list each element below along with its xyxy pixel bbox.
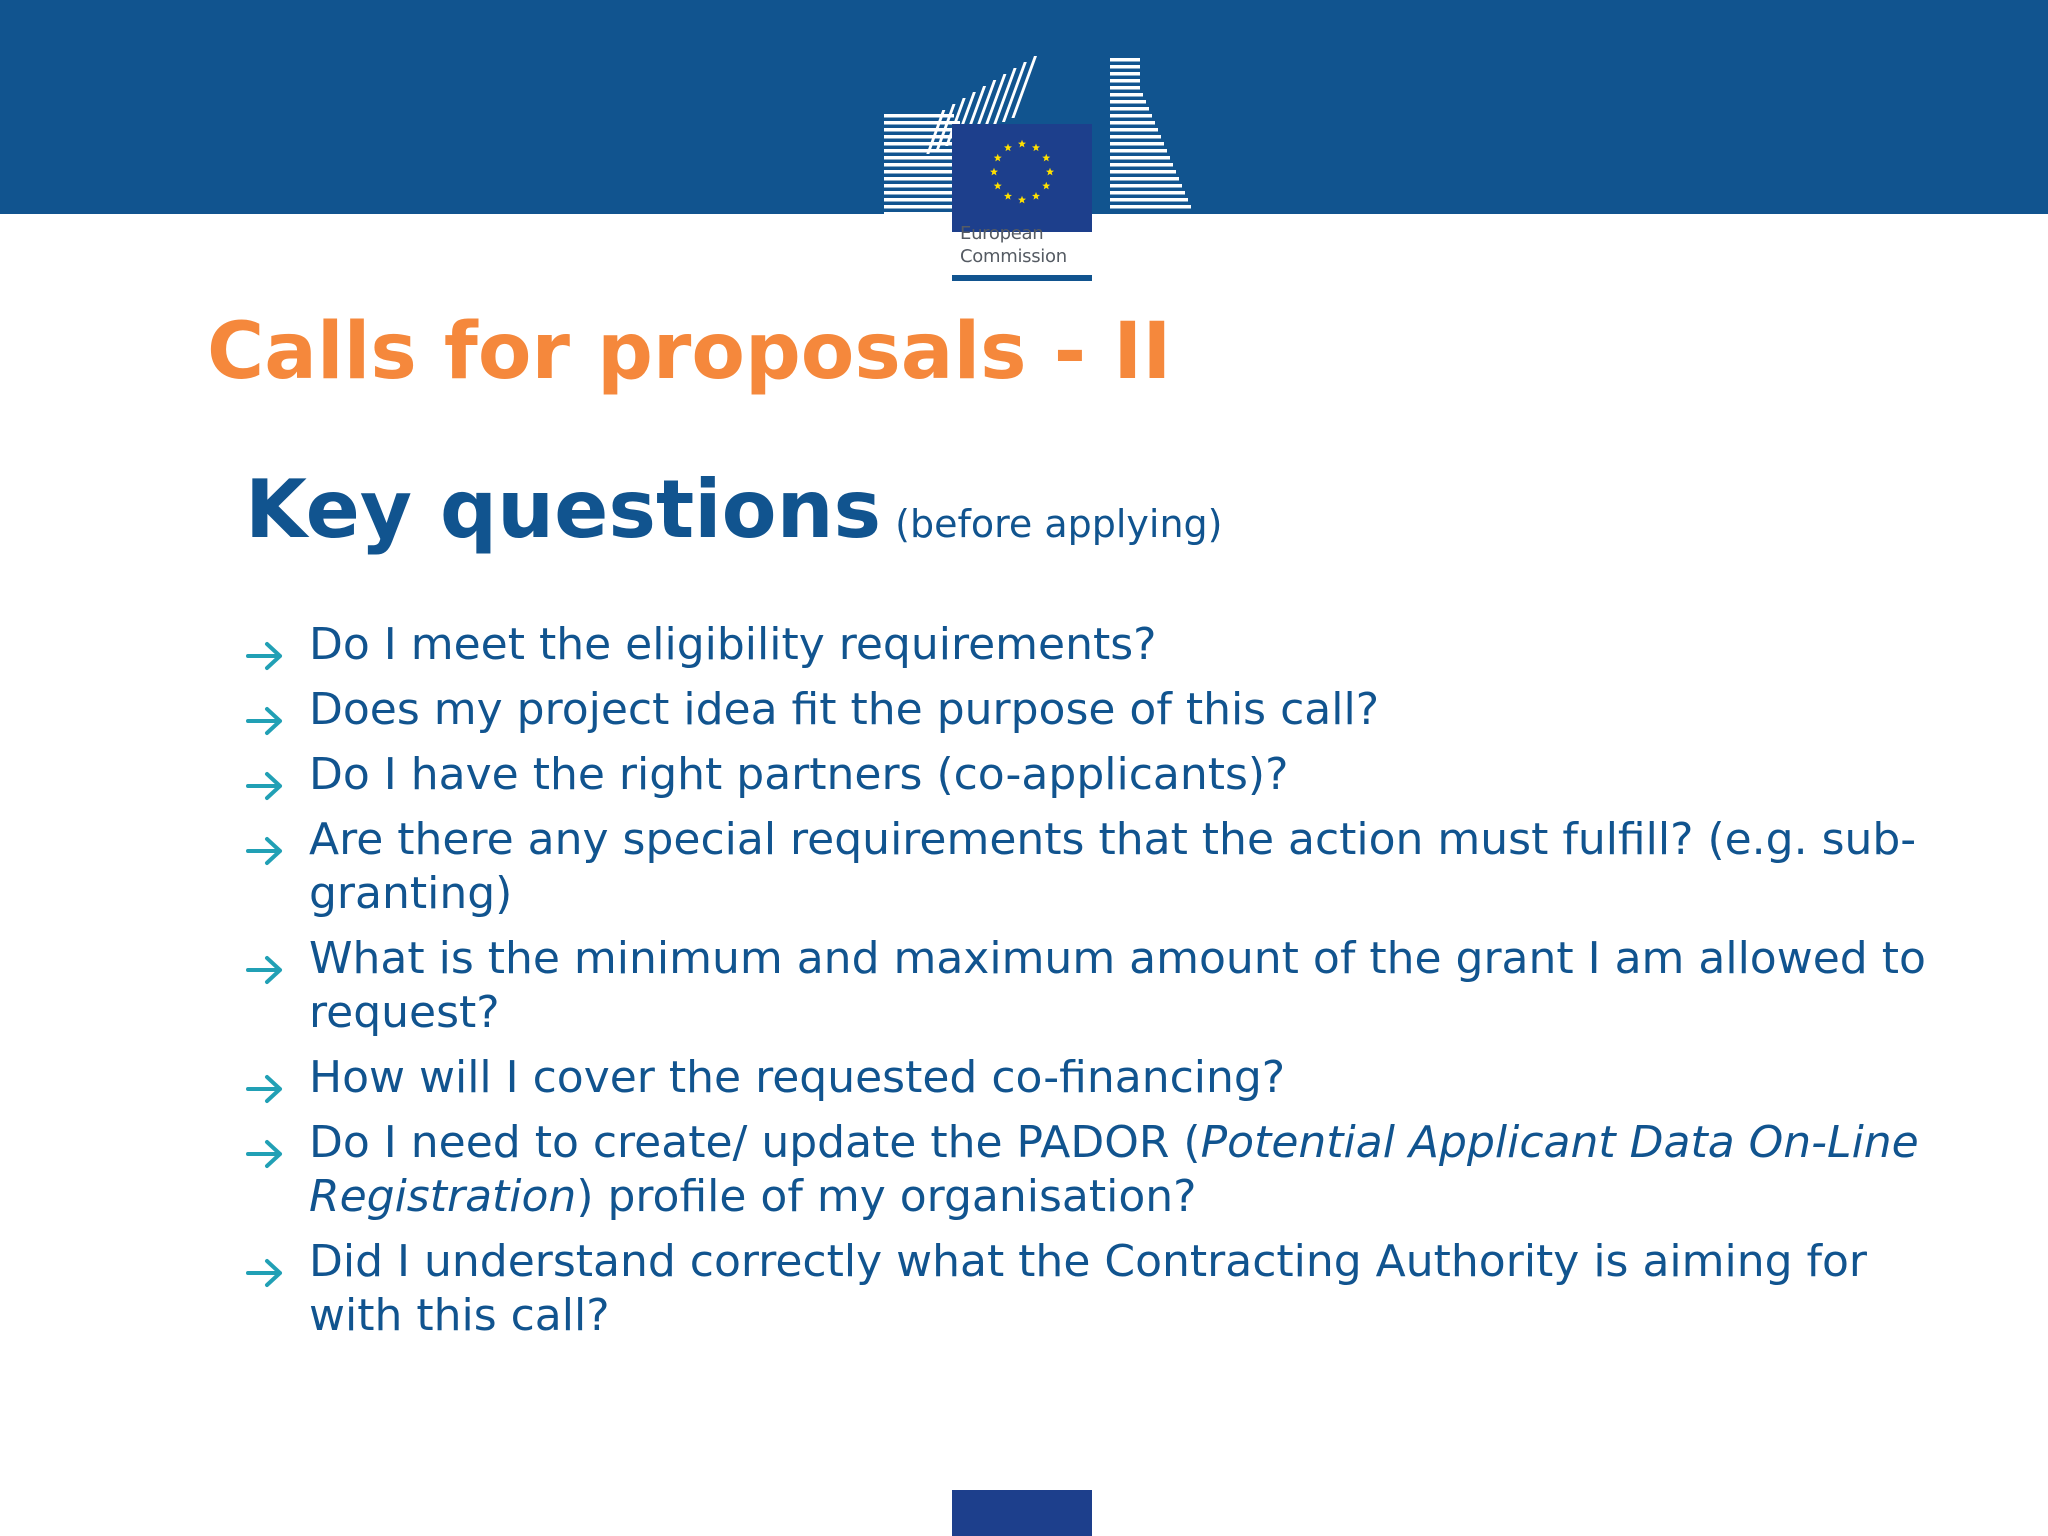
logo-line-1: European: [960, 223, 1044, 244]
list-item-text: What is the minimum and maximum amount of the grant I am allowed to request?: [309, 933, 1926, 1038]
arrow-right-icon: [245, 1247, 285, 1277]
section-heading-main: Key questions: [245, 463, 882, 556]
list-item-text: Are there any special requirements that the action must fulfill? (e.g. sub-granting): [309, 814, 1917, 919]
list-item: [245, 683, 1965, 737]
question-list: [245, 618, 1965, 1354]
list-item-text: [309, 1117, 1919, 1222]
list-item-text: Do I have the right partners (co-applicants)?: [309, 749, 1289, 800]
list-item-text-before: Do I need to create/ update the PADOR (: [309, 1117, 1201, 1168]
list-item-text: Does my project idea fit the purpose of this call?: [309, 684, 1380, 735]
slide-title: Calls for proposals - II: [207, 307, 1172, 397]
arrow-right-icon: [245, 944, 285, 974]
section-heading-note: (before applying): [895, 502, 1223, 546]
arrow-right-icon: [245, 630, 285, 660]
logo-underline: [952, 275, 1092, 281]
list-item: [245, 618, 1965, 672]
arrow-right-icon: [245, 695, 285, 725]
list-item: [245, 1116, 1965, 1224]
list-item-text: Do I meet the eligibility requirements?: [309, 619, 1157, 670]
list-item: [245, 1051, 1965, 1105]
arrow-right-icon: [245, 825, 285, 855]
list-item: [245, 1235, 1965, 1343]
arrow-right-icon: [245, 1063, 285, 1093]
footer-flag-tab: [952, 1490, 1092, 1536]
list-item: [245, 932, 1965, 1040]
arrow-right-icon: [245, 1128, 285, 1158]
section-heading: [245, 460, 1223, 560]
list-item-text-italic: Potential Applicant Data On-Line Registration: [309, 1117, 1919, 1222]
list-item: [245, 748, 1965, 802]
list-item-text-after: ) profile of my organisation?: [576, 1171, 1197, 1222]
list-item: [245, 813, 1965, 921]
logo-text: [960, 222, 1067, 268]
list-item-text: How will I cover the requested co-financing?: [309, 1052, 1286, 1103]
logo-line-2: Commission: [960, 246, 1067, 267]
arrow-right-icon: [245, 760, 285, 790]
list-item-text: Did I understand correctly what the Contracting Authority is aiming for with this call?: [309, 1236, 1868, 1341]
